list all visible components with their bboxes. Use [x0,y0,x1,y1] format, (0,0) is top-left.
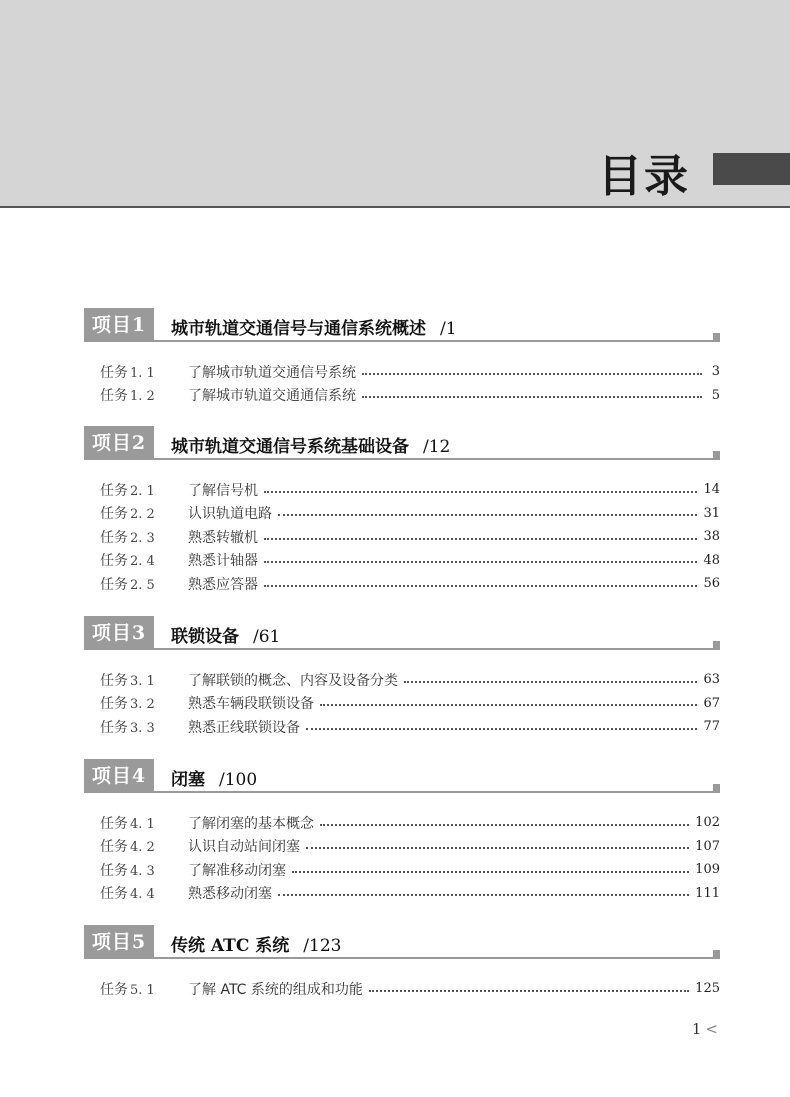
task-number: 任务 3. 3 [100,719,155,736]
task-page: 48 [703,552,720,568]
toc-section [84,616,720,739]
task-page: 67 [703,695,720,711]
leader-dots [278,894,689,896]
task-title: 熟悉转辙机 [188,529,258,546]
section-tag: 项目1 [84,308,154,342]
section-title: 闭塞 /100 [171,770,258,790]
task-page: 102 [695,815,720,831]
toc-entry[interactable] [84,502,720,526]
task-list [84,478,720,596]
task-page: 5 [711,387,720,403]
toc-entry[interactable] [84,478,720,502]
task-number: 任务 2. 3 [100,529,155,546]
task-page: 125 [695,981,720,997]
task-page: 77 [703,719,720,735]
task-number: 任务 3. 1 [100,672,155,689]
leader-dots [320,704,697,706]
task-page: 111 [695,885,720,901]
page-number: 1 [691,1020,702,1038]
section-title: 传统 ATC 系统 /123 [171,936,342,956]
task-page: 38 [703,529,720,545]
page-title: 目录 [598,151,690,202]
leader-dots [404,681,697,683]
section-rule [154,957,720,959]
task-list [84,977,720,1001]
toc-entry[interactable] [84,384,720,408]
leader-dots [264,561,697,563]
section-rule [154,791,720,793]
task-number: 任务 4. 3 [100,862,155,879]
leader-dots [264,491,697,493]
section-page: /1 [440,319,457,339]
section-title: 城市轨道交通信号系统基础设备 /12 [171,437,451,457]
task-title: 熟悉车辆段联锁设备 [188,696,314,713]
task-title: 认识自动站间闭塞 [188,839,300,856]
leader-dots [369,990,689,992]
task-number: 任务 1. 1 [100,364,155,381]
task-title: 熟悉正线联锁设备 [188,719,300,736]
section-page: /12 [423,437,451,457]
toc-entry[interactable] [84,858,720,882]
section-page: /61 [253,627,281,647]
task-page: 14 [703,482,720,498]
section-rule-marker [713,784,720,791]
task-page: 63 [703,672,720,688]
toc-entry[interactable] [84,549,720,573]
task-title: 了解城市轨道交通通信系统 [188,388,356,405]
toc-entry[interactable] [84,692,720,716]
section-header[interactable] [84,759,720,793]
title-accent-bar [713,153,790,185]
leader-dots [264,538,697,540]
task-page: 107 [695,838,720,854]
task-list [84,360,720,407]
task-page: 3 [711,364,720,380]
leader-dots [292,871,689,873]
section-page: /123 [303,936,342,956]
task-title: 熟悉应答器 [188,576,258,593]
task-number: 任务 3. 2 [100,696,155,713]
task-title: 了解 ATC 系统的组成和功能 [188,981,363,998]
leader-dots [306,728,697,730]
section-rule-marker [713,950,720,957]
task-title: 了解联锁的概念、内容及设备分类 [188,672,398,689]
task-number: 任务 4. 4 [100,886,155,903]
toc-section [84,759,720,905]
leader-dots [362,373,702,375]
leader-dots [264,585,697,587]
leader-dots [278,514,697,516]
task-number: 任务 2. 1 [100,482,155,499]
task-number: 任务 2. 4 [100,553,155,570]
section-rule [154,458,720,460]
section-tag: 项目4 [84,759,154,793]
task-list [84,811,720,905]
section-page: /100 [219,770,258,790]
task-number: 任务 4. 1 [100,815,155,832]
toc-entry[interactable] [84,882,720,906]
toc-section [84,426,720,596]
task-list [84,668,720,739]
task-number: 任务 1. 2 [100,388,155,405]
task-page: 31 [703,505,720,521]
task-title: 了解城市轨道交通信号系统 [188,364,356,381]
section-rule-marker [713,451,720,458]
leader-dots [306,847,689,849]
task-title: 熟悉计轴器 [188,553,258,570]
section-title: 联锁设备 /61 [171,627,281,647]
task-title: 了解信号机 [188,482,258,499]
section-tag: 项目5 [84,925,154,959]
section-header[interactable] [84,426,720,460]
section-rule [154,340,720,342]
task-number: 任务 2. 2 [100,506,155,523]
toc-entry[interactable] [84,525,720,549]
chevron-left-icon: < [705,1020,718,1038]
task-title: 熟悉移动闭塞 [188,886,272,903]
task-title: 了解闭塞的基本概念 [188,815,314,832]
task-page: 56 [703,576,720,592]
section-header[interactable] [84,925,720,959]
toc-entry[interactable] [84,835,720,859]
toc-section [84,308,720,407]
toc-section [84,925,720,1001]
toc-entry[interactable] [84,811,720,835]
task-title: 了解准移动闭塞 [188,862,286,879]
section-rule [154,648,720,650]
task-number: 任务 5. 1 [100,981,155,998]
leader-dots [362,396,702,398]
section-rule-marker [713,641,720,648]
toc-entry[interactable] [84,360,720,384]
section-tag: 项目3 [84,616,154,650]
section-title: 城市轨道交通信号与通信系统概述 /1 [171,319,457,339]
section-header[interactable] [84,308,720,342]
header-banner [0,0,790,208]
toc-entry[interactable] [84,715,720,739]
page-footer [692,1020,718,1038]
task-title: 认识轨道电路 [188,506,272,523]
toc-entry[interactable] [84,668,720,692]
section-tag: 项目2 [84,426,154,460]
task-number: 任务 2. 5 [100,576,155,593]
toc-entry[interactable] [84,572,720,596]
task-number: 任务 4. 2 [100,839,155,856]
leader-dots [320,824,689,826]
section-header[interactable] [84,616,720,650]
section-rule-marker [713,333,720,340]
toc-entry[interactable] [84,977,720,1001]
task-page: 109 [695,862,720,878]
